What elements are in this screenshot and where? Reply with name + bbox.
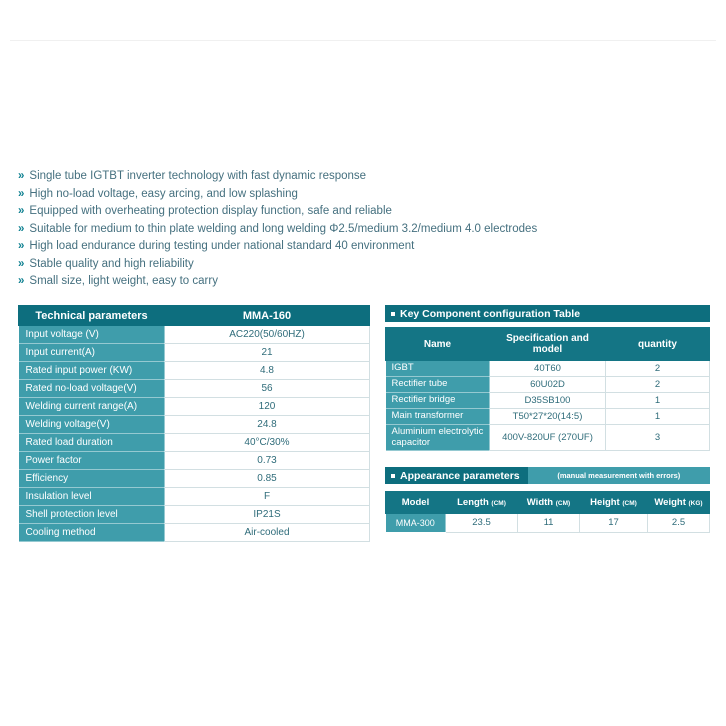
feature-text: Suitable for medium to thin plate welding and long welding Φ2.5/medium 3.2/medium 4.0 electrodes bbox=[29, 222, 538, 235]
right-column bbox=[385, 305, 710, 533]
table-row bbox=[386, 361, 710, 377]
col-unit: (CM) bbox=[491, 500, 506, 507]
component-name: Rectifier tube bbox=[386, 377, 490, 393]
chevrons-bullet-icon: » bbox=[18, 170, 24, 182]
list-item bbox=[18, 188, 708, 201]
table-row bbox=[19, 434, 370, 452]
component-qty: 3 bbox=[606, 425, 710, 451]
section-title: Appearance parameters bbox=[400, 469, 520, 482]
component-qty: 1 bbox=[606, 393, 710, 409]
col-header-width bbox=[518, 492, 580, 514]
component-spec: 60U02D bbox=[490, 377, 606, 393]
appearance-header-bar bbox=[385, 467, 710, 484]
list-item bbox=[18, 223, 708, 236]
component-spec: 40T60 bbox=[490, 361, 606, 377]
table-row bbox=[19, 506, 370, 524]
param-value: 0.73 bbox=[165, 452, 370, 470]
table-row bbox=[19, 488, 370, 506]
table-row bbox=[19, 470, 370, 488]
square-bullet-icon bbox=[391, 312, 395, 316]
col-unit: (CM) bbox=[555, 500, 571, 507]
list-item bbox=[18, 205, 708, 218]
top-divider bbox=[10, 40, 716, 41]
chevrons-bullet-icon: » bbox=[18, 257, 24, 270]
chevrons-bullet-icon: » bbox=[18, 275, 24, 287]
table-row bbox=[19, 380, 370, 398]
height-value: 17 bbox=[580, 514, 648, 533]
table-row bbox=[19, 524, 370, 542]
key-components-table bbox=[385, 327, 710, 451]
chevrons-bullet-icon: » bbox=[18, 240, 24, 252]
component-spec: 400V-820UF (270UF) bbox=[490, 425, 606, 451]
col-header-name: Name bbox=[386, 328, 490, 361]
param-value: Air-cooled bbox=[165, 524, 370, 542]
col-header-spec: Specification and model bbox=[490, 328, 606, 361]
table-row bbox=[386, 514, 710, 533]
col-label: Width bbox=[526, 497, 554, 508]
col-header-length bbox=[446, 492, 518, 514]
tech-table-model: MMA-160 bbox=[165, 306, 370, 326]
table-header-row bbox=[386, 492, 710, 514]
component-qty: 2 bbox=[606, 361, 710, 377]
component-name: Aluminium electrolytic capacitor bbox=[386, 425, 490, 451]
param-label: Cooling method bbox=[19, 524, 165, 542]
feature-text: Single tube IGTBT inverter technology with fast dynamic response bbox=[29, 170, 367, 182]
col-unit: (CM) bbox=[622, 500, 637, 507]
table-row bbox=[386, 393, 710, 409]
table-row bbox=[19, 452, 370, 470]
param-value: 21 bbox=[165, 344, 370, 362]
list-item bbox=[18, 240, 708, 253]
table-header-row bbox=[386, 328, 710, 361]
col-label: Model bbox=[401, 497, 430, 508]
param-label: Insulation level bbox=[19, 488, 165, 506]
param-value: 24.8 bbox=[165, 416, 370, 434]
param-label: Efficiency bbox=[19, 470, 165, 488]
feature-list bbox=[18, 170, 708, 293]
param-value: 40°C/30% bbox=[165, 434, 370, 452]
measurement-note: (manual measurement with errors) bbox=[528, 467, 710, 484]
col-header-model bbox=[386, 492, 446, 514]
table-row bbox=[386, 377, 710, 393]
model-value: MMA-300 bbox=[386, 514, 446, 533]
component-name: Rectifier bridge bbox=[386, 393, 490, 409]
param-value: F bbox=[165, 488, 370, 506]
col-header-weight bbox=[648, 492, 710, 514]
chevrons-bullet-icon: » bbox=[18, 222, 24, 235]
component-name: Main transformer bbox=[386, 409, 490, 425]
param-value: 56 bbox=[165, 380, 370, 398]
component-qty: 2 bbox=[606, 377, 710, 393]
param-label: Rated no-load voltage(V) bbox=[19, 380, 165, 398]
table-row bbox=[19, 326, 370, 344]
param-value: 4.8 bbox=[165, 362, 370, 380]
param-value: 120 bbox=[165, 398, 370, 416]
param-label: Input voltage (V) bbox=[19, 326, 165, 344]
list-item bbox=[18, 170, 708, 183]
list-item bbox=[18, 275, 708, 288]
list-item bbox=[18, 258, 708, 271]
param-label: Rated load duration bbox=[19, 434, 165, 452]
param-value: IP21S bbox=[165, 506, 370, 524]
square-bullet-icon bbox=[391, 474, 395, 478]
table-row bbox=[386, 425, 710, 451]
tech-table-title: Technical parameters bbox=[19, 306, 165, 326]
table-header-row bbox=[19, 306, 370, 326]
feature-text: High no-load voltage, easy arcing, and low splashing bbox=[29, 187, 298, 200]
param-label: Shell protection level bbox=[19, 506, 165, 524]
table-row bbox=[19, 398, 370, 416]
table-row bbox=[19, 416, 370, 434]
section-title: Key Component configuration Table bbox=[400, 307, 581, 320]
param-label: Welding voltage(V) bbox=[19, 416, 165, 434]
technical-parameters-table bbox=[18, 305, 370, 542]
param-value: 0.85 bbox=[165, 470, 370, 488]
param-label: Welding current range(A) bbox=[19, 398, 165, 416]
feature-text: Equipped with overheating protection display function, safe and reliable bbox=[29, 205, 392, 217]
component-spec: D35SB100 bbox=[490, 393, 606, 409]
param-label: Input current(A) bbox=[19, 344, 165, 362]
chevrons-bullet-icon: » bbox=[18, 187, 24, 200]
feature-text: Small size, light weight, easy to carry bbox=[29, 275, 218, 287]
appearance-table bbox=[385, 491, 710, 533]
key-components-header-bar bbox=[385, 305, 710, 322]
feature-text: High load endurance during testing under national standard 40 environment bbox=[29, 240, 415, 252]
component-qty: 1 bbox=[606, 409, 710, 425]
table-row bbox=[19, 344, 370, 362]
col-header-height bbox=[580, 492, 648, 514]
weight-value: 2.5 bbox=[648, 514, 710, 533]
chevrons-bullet-icon: » bbox=[18, 205, 24, 217]
col-label: Height bbox=[590, 497, 620, 508]
param-value: AC220(50/60HZ) bbox=[165, 326, 370, 344]
param-label: Power factor bbox=[19, 452, 165, 470]
col-unit: (KG) bbox=[688, 500, 703, 507]
length-value: 23.5 bbox=[446, 514, 518, 533]
feature-text: Stable quality and high reliability bbox=[29, 257, 194, 270]
component-name: IGBT bbox=[386, 361, 490, 377]
param-label: Rated input power (KW) bbox=[19, 362, 165, 380]
col-label: Weight bbox=[654, 497, 686, 508]
col-label: Length bbox=[457, 497, 489, 508]
col-header-quantity: quantity bbox=[606, 328, 710, 361]
width-value: 11 bbox=[518, 514, 580, 533]
table-row bbox=[386, 409, 710, 425]
table-row bbox=[19, 362, 370, 380]
component-spec: T50*27*20(14:5) bbox=[490, 409, 606, 425]
